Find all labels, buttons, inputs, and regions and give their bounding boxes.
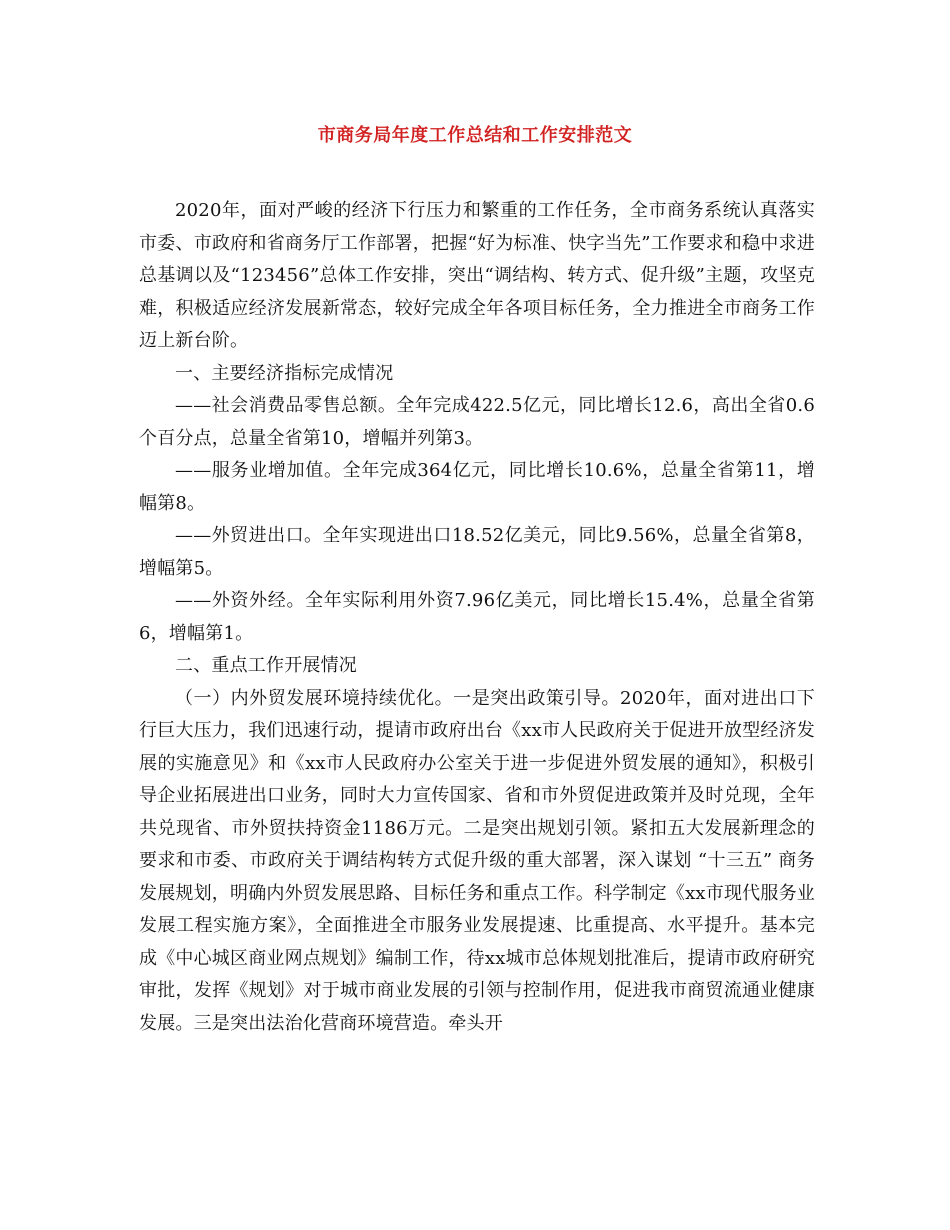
paragraph-services: ——服务业增加值。全年完成364亿元，同比增长10.6%，总量全省第11，增幅第8。 xyxy=(139,460,815,514)
paragraph-environment: （一）内外贸发展环境持续优化。一是突出政策引导。2020年，面对进出口下行巨大压力，我们迅速行动，提请市政府出台《xx市人民政府关于促进开放型经济发展的实施意见》和《xx市人民政府办公室关于进一步促进外贸发展的通知》，积极引导企业拓展进出口业务，同时大力宣传国家、省和市外贸促进政策并及时兑现，全年共兑现省、市外贸扶持资金1186万元。二是突出规划引领。紧扣五大发展新理念的要求和市委、市政府关于调结构转方式促升级的重大部署，深入谋划 “十三五” 商务发展规划，明确内外贸发展思路、目标任务和重点工作。科学制定《xx市现代服务业发展工程实施方案》，全面推进全市服务业发展提速、比重提高、水平提升。基本完成《中心城区商业网点规划》编制工作，待xx城市总体规划批准后，提请市政府研究审批，发挥《规划》对于城市商业发展的引领与控制作用，促进我市商贸流通业健康发展。三是突出法治化营商环境营造。牵头开 xyxy=(139,687,815,1034)
section-heading-2: 二、重点工作开展情况 xyxy=(175,655,357,676)
paragraph-foreign-investment: ——外资外经。全年实际利用外资7.96亿美元，同比增长15.4%，总量全省第6，增幅第1。 xyxy=(139,590,815,644)
paragraph-retail: ——社会消费品零售总额。全年完成422.5亿元，同比增长12.6，高出全省0.6个百分点，总量全省第10，增幅并列第3。 xyxy=(139,395,815,449)
document-body xyxy=(139,195,815,1040)
paragraph-intro: 2020年，面对严峻的经济下行压力和繁重的工作任务，全市商务系统认真落实市委、市政府和省商务厅工作部署，把握“好为标准、快字当先”工作要求和稳中求进总基调以及“123456”总体工作安排，突出“调结构、转方式、促升级”主题，攻坚克难，积极适应经济发展新常态，较好完成全年各项目标任务，全力推进全市商务工作迈上新台阶。 xyxy=(139,200,815,351)
section-heading-1: 一、主要经济指标完成情况 xyxy=(175,362,394,384)
document-title: 市商务局年度工作总结和工作安排范文 xyxy=(317,125,633,146)
paragraph-trade: ——外贸进出口。全年实现进出口18.52亿美元，同比9.56%，总量全省第8，增幅第5。 xyxy=(139,525,815,579)
